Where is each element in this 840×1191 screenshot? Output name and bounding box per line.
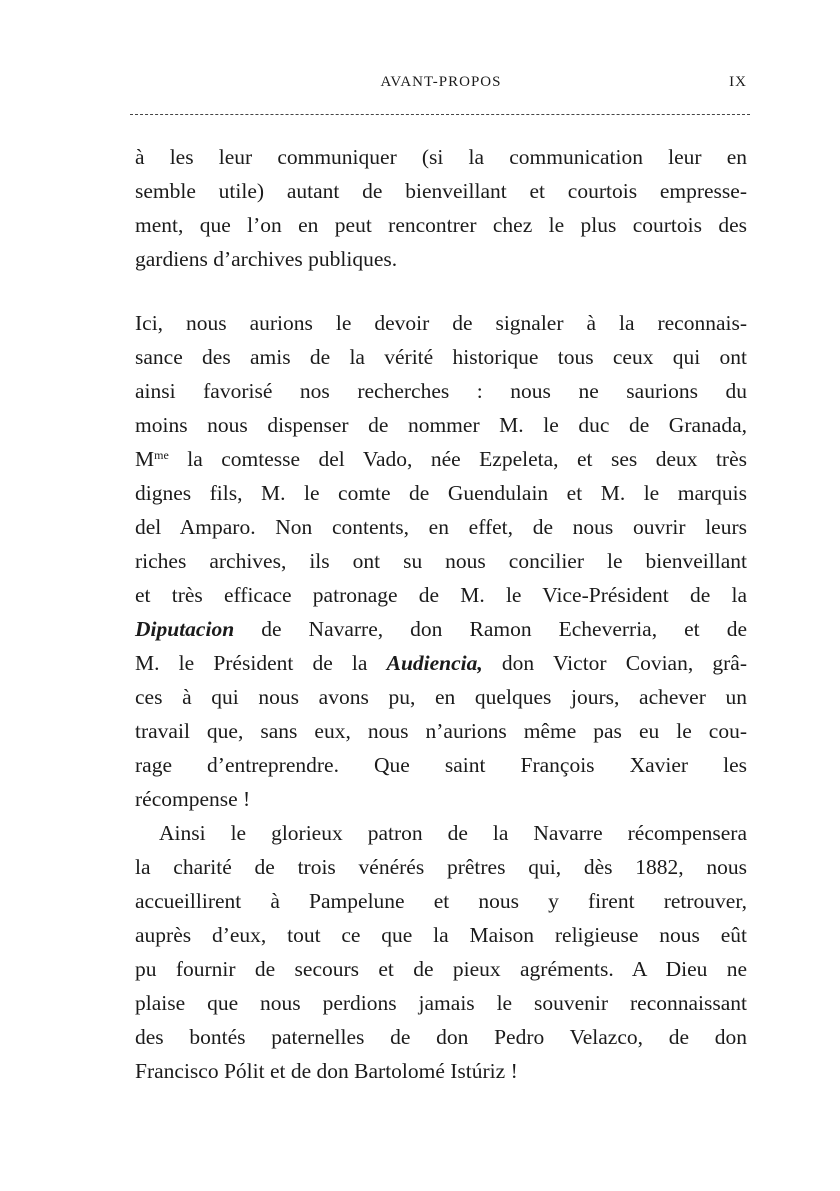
paragraph-gap (135, 276, 747, 306)
line-text: M. le Président de la (135, 651, 387, 675)
text-line: plaise que nous perdions jamais le souvenir reconnaissant (135, 991, 747, 1015)
running-head (135, 74, 747, 98)
text-line: Francisco Pólit et de don Bartolomé Istúriz ! (135, 1059, 518, 1083)
italic-term: Diputacion (135, 617, 235, 641)
text-line: et très efficace patronage de M. le Vice-Président de la (135, 583, 747, 607)
running-title: AVANT-PROPOS (380, 74, 502, 90)
text-line: rage d’entreprendre. Que saint François Xavier les (135, 753, 747, 777)
text-line (135, 612, 747, 646)
text-line (135, 442, 747, 476)
text-line: Ainsi le glorieux patron de la Navarre récompensera (159, 821, 747, 845)
text-line: récompense ! (135, 787, 251, 811)
text-line: dignes fils, M. le comte de Guendulain et M. le marquis (135, 481, 747, 505)
text-line: del Amparo. Non contents, en effet, de nous ouvrir leurs (135, 515, 747, 539)
text-line: pu fournir de secours et de pieux agréments. A Dieu ne (135, 957, 747, 981)
header-rule (130, 114, 750, 115)
body-text (135, 140, 747, 1088)
abbreviation-superscript: me (154, 448, 169, 462)
line-text: don Victor Covian, grâ- (482, 651, 747, 675)
text-line: ainsi favorisé nos recherches : nous ne saurions du (135, 379, 747, 403)
line-text: de Navarre, don Ramon Echeverria, et de (234, 617, 747, 641)
text-line: semble utile) autant de bienveillant et courtois empresse- (135, 179, 747, 203)
paragraph (135, 306, 747, 816)
page-number: IX (729, 74, 747, 90)
text-line: des bontés paternelles de don Pedro Velazco, de don (135, 1025, 747, 1049)
text-line: à les leur communiquer (si la communication leur en (135, 145, 747, 169)
text-line: accueillirent à Pampelune et nous y firent retrouver, (135, 889, 747, 913)
text-line: sance des amis de la vérité historique tous ceux qui ont (135, 345, 747, 369)
text-line: gardiens d’archives publiques. (135, 247, 398, 271)
text-line: ment, que l’on en peut rencontrer chez le plus courtois des (135, 213, 747, 237)
text-line: la charité de trois vénérés prêtres qui, dès 1882, nous (135, 855, 747, 879)
text-line: moins nous dispenser de nommer M. le duc de Granada, (135, 413, 747, 437)
text-line: Ici, nous aurions le devoir de signaler à la reconnais- (135, 311, 747, 335)
text-line: riches archives, ils ont su nous concilier le bienveillant (135, 549, 747, 573)
paragraph (135, 816, 747, 1088)
text-line: ces à qui nous avons pu, en quelques jours, achever un (135, 685, 747, 709)
line-text: la comtesse del Vado, née Ezpeleta, et ses deux très (168, 447, 747, 471)
paragraph (135, 140, 747, 276)
abbreviation-base: M (135, 447, 155, 471)
text-line: auprès d’eux, tout ce que la Maison religieuse nous eût (135, 923, 747, 947)
text-line (135, 646, 747, 680)
text-line: travail que, sans eux, nous n’aurions même pas eu le cou- (135, 719, 747, 743)
italic-term: Audiencia, (386, 651, 483, 675)
